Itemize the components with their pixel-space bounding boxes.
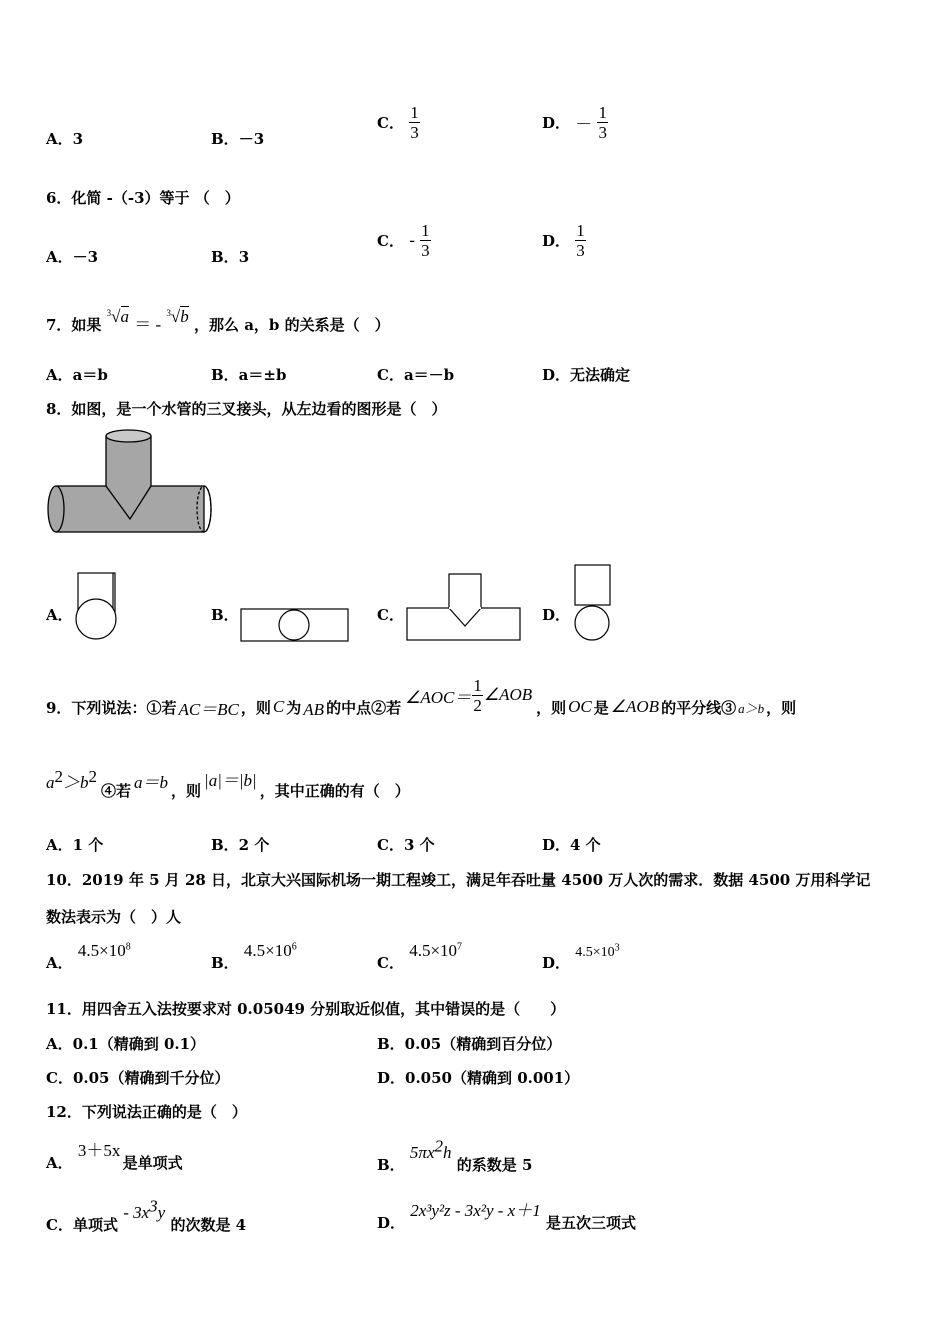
q5-option-b[interactable]: B．－3 — [211, 130, 265, 148]
q12-option-d[interactable]: D． 2x³y²z - 3x²y - x＋1 是五次三项式 — [377, 1201, 636, 1232]
q10-option-b[interactable]: B． $4.5\times 10^6$ — [211, 941, 297, 972]
q8-option-c[interactable]: C． — [377, 606, 404, 624]
q5-option-a[interactable]: A．3 — [46, 130, 84, 148]
q12-stem: 12．下列说法正确的是（ ） — [46, 1103, 247, 1121]
q9-stem-line2: $a^2>b^2$ ④若 a＝b ，则 |a|＝|b| ，其中正确的有（ ） — [46, 767, 410, 800]
q7-stem: 7．如果 $^3$√a ＝ - $^3$√b ，那么 a，b 的关系是（ ） — [46, 307, 390, 334]
q9-option-d[interactable]: D．4 个 — [542, 836, 601, 854]
q8-option-a[interactable]: A． — [46, 606, 73, 624]
q8-option-d-figure[interactable] — [570, 562, 614, 644]
q11-stem: 11．用四舍五入法按要求对 0.05049 分别取近似值，其中错误的是（ ） — [46, 1000, 566, 1018]
q8-stem: 8．如图，是一个水管的三叉接头，从左边看的图形是（ ） — [46, 400, 447, 418]
q9-option-b[interactable]: B．2 个 — [211, 836, 270, 854]
q6-option-c[interactable]: C． - $\frac{1}{3}$ — [377, 221, 430, 260]
q6-option-a[interactable]: A．－3 — [46, 248, 99, 266]
q8-option-a-figure[interactable] — [73, 571, 119, 643]
angle-half-equation: ∠AOC＝ $\frac{1}{2}$ ∠AOB — [405, 675, 533, 715]
q6-option-d[interactable]: D． $\frac{1}{3}$ — [542, 221, 585, 260]
q11-option-a[interactable]: A．0.1（精确到 0.1） — [46, 1035, 206, 1053]
q12-option-c[interactable]: C．单项式 - $3x^3y$ 的次数是 4 — [46, 1196, 247, 1234]
q7-option-a[interactable]: A．a＝b — [46, 366, 108, 384]
cube-root-a: $^3$√a — [106, 307, 130, 326]
q11-option-c[interactable]: C．0.05（精确到千分位） — [46, 1069, 230, 1087]
q8-option-d[interactable]: D． — [542, 606, 571, 624]
fraction: $\frac{1}{3}$ — [576, 221, 585, 260]
q6-option-b[interactable]: B．3 — [211, 248, 250, 266]
q8-option-c-figure[interactable] — [404, 572, 524, 644]
cube-root-b: $^3$√b — [166, 307, 189, 326]
q10-option-d[interactable]: D． $4.5\times 10^3$ — [542, 942, 620, 972]
square-inequality: $a^2>b^2$ — [46, 767, 97, 792]
q7-option-b[interactable]: B．a＝±b — [211, 366, 287, 384]
fraction: $\frac{1}{3}$ — [410, 103, 419, 142]
q6-stem: 6．化简 -（-3）等于 （ ） — [46, 189, 240, 207]
q5-option-d[interactable]: D． － $\frac{1}{3}$ — [542, 103, 607, 142]
q11-option-b[interactable]: B．0.05（精确到百分位） — [377, 1035, 562, 1053]
q10-stem-line2: 数法表示为（ ）人 — [46, 908, 182, 926]
q11-option-d[interactable]: D．0.050（精确到 0.001） — [377, 1069, 580, 1087]
tee-pipe-figure — [44, 428, 216, 538]
q9-option-c[interactable]: C．3 个 — [377, 836, 435, 854]
q9-stem-line1: 9．下列说法：①若 AC＝BC ，则 C 为 AB 的中点②若 ∠AOC＝ $\frac{1}{2}$ ∠AOB ，则 OC 是 ∠AOB 的平分线③ a＞b ，则 — [46, 675, 797, 719]
q9-option-a[interactable]: A．1 个 — [46, 836, 104, 854]
q8-option-b[interactable]: B． — [211, 606, 239, 624]
q5-option-c[interactable]: C． $\frac{1}{3}$ — [377, 103, 419, 142]
q12-option-b[interactable]: B． $5\pi x^2h$ 的系数是 5 — [377, 1136, 533, 1174]
fraction: $\frac{1}{3}$ — [598, 103, 607, 142]
q8-option-b-figure[interactable] — [239, 606, 351, 644]
q12-option-a[interactable]: A． 3＋5x 是单项式 — [46, 1141, 183, 1172]
q10-option-c[interactable]: C． $4.5\times 10^7$ — [377, 941, 463, 972]
q10-stem-line1: 10．2019 年 5 月 28 日，北京大兴国际机场一期工程竣工，满足年吞吐量 4500 万人次的需求．数据 4500 万用科学记 — [46, 871, 871, 889]
q7-option-c[interactable]: C．a＝－b — [377, 366, 455, 384]
q10-option-a[interactable]: A． $4.5\times 10^8$ — [46, 941, 131, 972]
q7-option-d[interactable]: D．无法确定 — [542, 366, 631, 384]
fraction: $\frac{1}{3}$ — [421, 221, 430, 260]
